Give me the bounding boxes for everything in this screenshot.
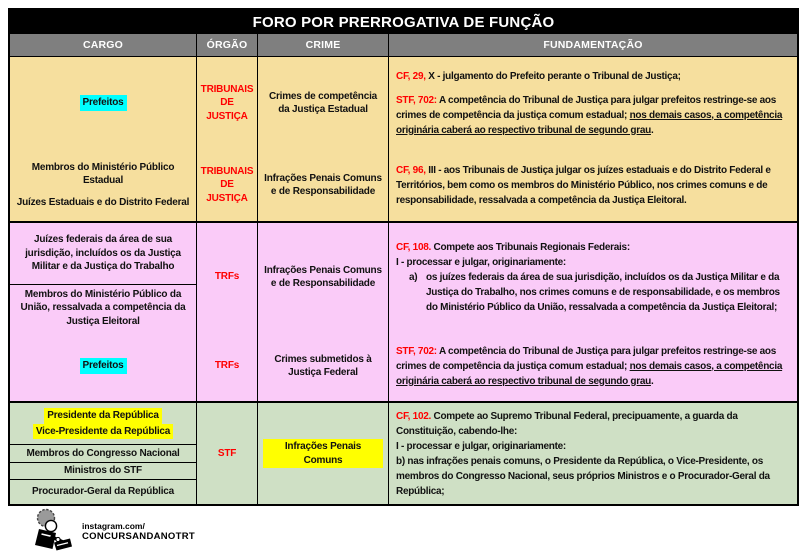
ref-stf702-pink: STF, 702: bbox=[396, 345, 437, 357]
orgao-column-pink bbox=[197, 223, 258, 401]
text-cf96: III - aos Tribunais de Justiça julgar os juízes estaduais e do Distrito Federal e Territórios, bem como os membros do Ministério Público, nos crimes comuns e de responsabilidade, ressalvada a competência da Justiça Eleitoral. bbox=[396, 164, 771, 206]
cargo-prefeitos-trf bbox=[10, 331, 196, 401]
line-cf102-alinea-b bbox=[396, 454, 789, 499]
text-stf702-pink-tail: . bbox=[650, 375, 654, 387]
cargo-vice-presidente-label: Vice-Presidente da República bbox=[33, 424, 173, 440]
text-cf108: Compete aos Tribunais Regionais Federais: bbox=[431, 241, 630, 253]
ref-cf102: CF, 102. bbox=[396, 410, 432, 422]
orgao-stf: STF bbox=[217, 447, 237, 459]
footer-credit bbox=[28, 508, 195, 556]
crime-infracoes-responsabilidade-trf: Infrações Penais Comuns e de Responsabilidade bbox=[264, 264, 382, 289]
header-crime: CRIME bbox=[258, 34, 389, 56]
footer-text bbox=[82, 521, 195, 544]
text-stf702-pink: A competência do Tribunal de Justiça para julgar prefeitos restringe-se aos crimes de competência da justiça comum estadual; bbox=[396, 345, 777, 372]
text-stf702-pink-underline: nos demais casos, a competência originária caberá ao respectivo tribunal de segundo grau bbox=[396, 360, 783, 387]
cargo-presidente-vice bbox=[10, 403, 196, 445]
header-fundamentacao: FUNDAMENTAÇÃO bbox=[543, 39, 643, 51]
text-cf102: Compete ao Supremo Tribunal Federal, precipuamente, a guarda da Constituição, cabendo-lhe: bbox=[396, 410, 738, 437]
alinea-a-marker: a) bbox=[409, 271, 418, 283]
crime-column-pink bbox=[258, 223, 389, 401]
footer-instagram-url-line1: instagram.com/ bbox=[82, 520, 145, 531]
text-cf29: X - julgamento do Prefeito perante o Tribunal de Justiça; bbox=[425, 70, 681, 82]
paragraph-cf102 bbox=[396, 409, 789, 439]
fundamentacao-column-yellow bbox=[389, 57, 797, 221]
footer-instagram-handle: CONCURSANDANOTRT bbox=[82, 531, 195, 543]
cargo-juizes-estaduais-label: Juízes Estaduais e do Distrito Federal bbox=[16, 197, 190, 208]
cargo-ministros-stf: Ministros do STF bbox=[10, 463, 196, 480]
cargo-column-pink bbox=[10, 223, 197, 401]
paragraph-cf108 bbox=[396, 240, 789, 255]
text-stf702-tail: . bbox=[650, 124, 654, 136]
cargo-juizes-federais: Juízes federais da área de sua jurisdição, incluídos os da Justiça Militar e da Justiça do Trabalho bbox=[10, 223, 196, 285]
crime-column-green bbox=[258, 403, 389, 504]
header-orgao: ÓRGÃO bbox=[197, 34, 258, 56]
alinea-b-marker: b) bbox=[396, 455, 405, 467]
cargo-prefeitos-trf-label: Prefeitos bbox=[80, 358, 127, 374]
alinea-a-text: os juízes federais da área de sua jurisdição, incluídos os da Justiça Militar e da Justiça do Trabalho, nos crimes comuns e de responsabilidade, e os membros do Ministério Público da União, ressalvada a competência da Justiça Eleitoral; bbox=[426, 271, 780, 313]
mascot-icon bbox=[28, 508, 76, 556]
crime-column-yellow bbox=[258, 57, 389, 221]
text-stf702: A competência do Tribunal de Justiça para julgar prefeitos restringe-se aos crimes de competência da justiça comum estadual; bbox=[396, 94, 777, 121]
cargo-column-yellow bbox=[10, 57, 197, 221]
fundamentacao-stf702-pink bbox=[389, 331, 797, 401]
cargo-prefeitos-tj-label: Prefeitos bbox=[80, 95, 127, 111]
cargo-column-green bbox=[10, 403, 197, 504]
fundamentacao-cf102 bbox=[389, 403, 797, 504]
alinea-b-text: nas infrações penais comuns, o Presidente da República, o Vice-Presidente, os membros do Congresso Nacional, seus próprios Ministros e o Procurador-Geral da República; bbox=[396, 455, 770, 497]
fundamentacao-cf96 bbox=[389, 149, 797, 221]
cargo-congresso-nacional: Membros do Congresso Nacional bbox=[10, 445, 196, 463]
ref-cf29: CF, 29, bbox=[396, 70, 426, 82]
cargo-mp-uniao: Membros do Ministério Público da União, ressalvada a competência da Justiça Eleitoral bbox=[20, 288, 186, 327]
line-cf108-inciso-i: I - processar e julgar, originariamente: bbox=[396, 256, 566, 268]
crime-infracoes-responsabilidade-tj: Infrações Penais Comuns e de Responsabilidade bbox=[264, 172, 382, 197]
fundamentacao-cf108 bbox=[389, 223, 797, 331]
fundamentacao-column-green bbox=[389, 403, 797, 504]
paragraph-cf29 bbox=[396, 69, 789, 84]
cargo-mp-estadual-juizes bbox=[10, 149, 196, 221]
cargo-mp-estadual-label: Membros do Ministério Público Estadual bbox=[31, 161, 175, 186]
line-cf102-inciso-i: I - processar e julgar, originariamente: bbox=[396, 440, 566, 452]
orgao-tj-1: TRIBUNAIS DE JUSTIÇA bbox=[200, 83, 254, 122]
orgao-tj-2: TRIBUNAIS DE JUSTIÇA bbox=[200, 165, 254, 204]
crime-infracoes-penais-comuns-label: Infrações Penais Comuns bbox=[263, 439, 383, 468]
cargo-pgr: Procurador-Geral da República bbox=[31, 486, 175, 498]
paragraph-cf96 bbox=[396, 163, 789, 208]
cargo-presidente-label: Presidente da República bbox=[44, 408, 162, 424]
paragraph-stf702-yellow bbox=[396, 93, 789, 138]
crime-infracoes-penais-comuns bbox=[258, 403, 388, 504]
cargo-prefeitos-tj bbox=[10, 57, 196, 149]
crime-justica-federal: Crimes submetidos à Justiça Federal bbox=[274, 353, 372, 378]
section-tribunais-justica bbox=[10, 57, 797, 223]
header-cargo: CARGO bbox=[10, 34, 197, 56]
line-cf108-alinea-a bbox=[396, 270, 789, 315]
orgao-trfs-2: TRFs bbox=[214, 360, 240, 372]
cargo-trf-group bbox=[10, 223, 196, 331]
ref-stf702: STF, 702: bbox=[396, 94, 437, 106]
orgao-trfs-1: TRFs bbox=[214, 271, 240, 283]
paragraph-stf702-pink bbox=[396, 344, 789, 389]
section-stf bbox=[10, 403, 797, 504]
table-header bbox=[10, 33, 797, 57]
table-title: FORO POR PRERROGATIVA DE FUNÇÃO bbox=[10, 10, 797, 33]
ref-cf96: CF, 96, bbox=[396, 164, 426, 176]
ref-cf108: CF, 108. bbox=[396, 241, 432, 253]
orgao-column-green bbox=[197, 403, 258, 504]
fundamentacao-cf29-stf702 bbox=[389, 57, 797, 149]
foro-table bbox=[8, 8, 799, 506]
fundamentacao-column-pink bbox=[389, 223, 797, 401]
section-trfs bbox=[10, 223, 797, 403]
text-stf702-underline: nos demais casos, a competência originária caberá ao respectivo tribunal de segundo grau bbox=[396, 109, 783, 136]
crime-justica-estadual: Crimes de competência da Justiça Estadual bbox=[268, 90, 378, 115]
orgao-column-yellow bbox=[197, 57, 258, 221]
